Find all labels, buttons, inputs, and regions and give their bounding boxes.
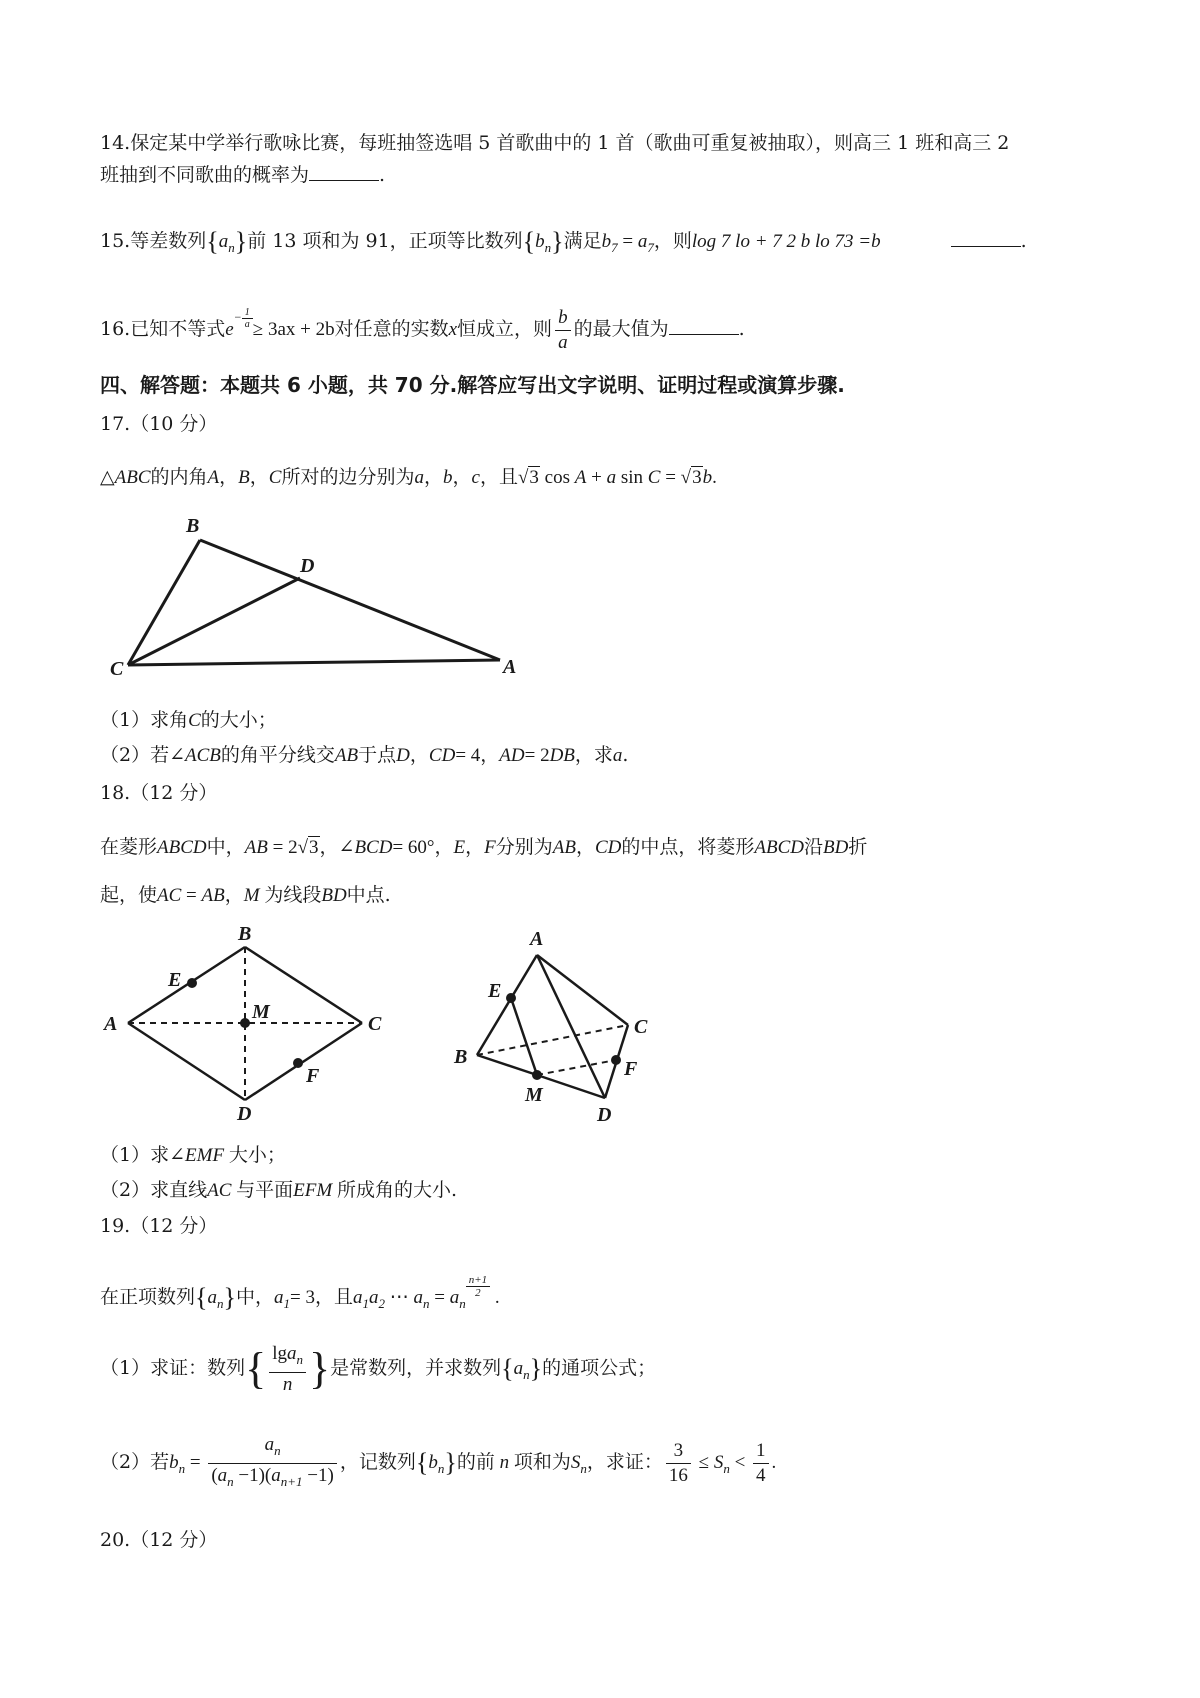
q20-number: 20.（12 分） <box>100 1529 218 1551</box>
vertex-label-a: A <box>104 1013 118 1035</box>
section4-heading: 四、解答题：本题共 6 小题，共 70 分.解答应写出文字说明、证明过程或演算步骤. <box>100 373 845 397</box>
q19-part1: （1）求证：数列{ $\frac{\lg a_n}{n}$ }是常数列，并求数列$\{a_n\}$的通项公式； <box>100 1342 657 1395</box>
point-label-e: E <box>168 969 182 991</box>
vertex-label-d: D <box>300 555 315 577</box>
vertex-label-b: B <box>454 1046 468 1068</box>
q17-number: 17.（10 分） <box>100 413 218 435</box>
vertex-label-c: C <box>110 658 124 680</box>
q15-then: ，则 <box>653 230 692 252</box>
q14-end: . <box>379 164 386 186</box>
vertex-label-a: A <box>503 656 517 678</box>
q15-end: . <box>1020 230 1027 252</box>
q14-line2 <box>100 160 385 190</box>
vertex-label-c: C <box>634 1016 648 1038</box>
answer-blank <box>669 316 739 335</box>
q15-line: 15.等差数列$\{a_n\}$前 13 项和为 91，正项等比数列$\{b_n\}$满足$b_7 = a_7$，则log 7 lo + 7 2 b lo 73 =b . <box>100 227 1027 256</box>
q16-mid: 对任意的实数 <box>334 318 449 340</box>
q16-suffix: 的最大值为 <box>573 318 669 340</box>
q19-part2: （2）若$b_n$ = $\frac{a_n}{(a_n -1)(a_{n+1} -1)}$ ，记数列$\{b_n\}$的前 n 项和为$S_n$，求证： $\frac{3}{16}$ ≤ $S_n$ < $\frac{1}{4}$ . <box>100 1433 777 1489</box>
q18-part2: （2）求直线AC 与平面EFM 所成角的大小. <box>100 1179 457 1201</box>
point-label-f: F <box>624 1058 638 1080</box>
q16-prefix: 16.已知不等式 <box>100 318 226 340</box>
q17-part2: （2）若∠ACB的角平分线交AB于点D，CD= 4，AD= 2DB，求a. <box>100 744 629 766</box>
q16-mid2: 恒成立，则 <box>457 318 553 340</box>
vertex-label-b: B <box>238 923 252 945</box>
point-label-m: M <box>525 1084 543 1106</box>
vertex-label-d: D <box>237 1103 252 1125</box>
answer-blank <box>309 162 379 181</box>
vertex-label-a: A <box>530 928 544 950</box>
q19-number: 19.（12 分） <box>100 1215 218 1237</box>
vertex-label-d: D <box>597 1104 612 1125</box>
q17-part1: （1）求角C的大小； <box>100 709 277 731</box>
q16-end: . <box>738 318 745 340</box>
point-label-m: M <box>252 1001 270 1023</box>
q15-mid2: 满足 <box>563 230 602 252</box>
q17-s1: 的内角 <box>150 466 208 488</box>
point-label-f: F <box>306 1065 320 1087</box>
q18-statement-line2: 起，使AC = AB，M 为线段BD中点. <box>100 884 391 906</box>
q15-garbled-expr: log 7 lo + 7 2 b lo 73 =b <box>691 231 881 252</box>
q14-text: 班抽到不同歌曲的概率为 <box>100 164 310 186</box>
tetrahedron-figure <box>450 925 670 1125</box>
q18-part1: （1）求∠EMF 大小； <box>100 1144 286 1166</box>
q16-line: 16.已知不等式$e^{- \frac{1}{a}}$ ≥ 3ax + 2b对任意的实数x恒成立，则 $\frac{b}{a}$ 的最大值为 . <box>100 306 745 353</box>
q16-inequality: ≥ 3ax + 2b <box>252 319 335 340</box>
q15-mid1: 前 13 项和为 91，正项等比数列 <box>247 230 523 252</box>
answer-blank <box>951 228 1021 247</box>
q19-statement: 在正项数列$\{a_n\}$中，$a_1= 3$，且$a_1a_2$ ⋯ $a_n = a_n$ $^{\frac{n+1}{2}}$ . <box>100 1273 500 1312</box>
q17-s3: ，且 <box>479 466 518 488</box>
triangle-figure <box>110 510 530 680</box>
vertex-label-b: B <box>186 515 200 537</box>
q14-line1: 14.保定某中学举行歌咏比赛，每班抽签选唱 5 首歌曲中的 1 首（歌曲可重复被抽取），则高三 1 班和高三 2 <box>100 132 1010 154</box>
rhombus-figure <box>100 920 400 1125</box>
vertex-label-c: C <box>368 1013 382 1035</box>
point-label-e: E <box>488 980 502 1002</box>
q18-number: 18.（12 分） <box>100 782 218 804</box>
q17-s2: 所对的边分别为 <box>281 466 415 488</box>
q17-statement: △ABC的内角A，B，C所对的边分别为a，b，c，且√3 cos A + a sin C = √3b. <box>100 466 717 488</box>
q15-prefix: 15.等差数列 <box>100 230 207 252</box>
q18-statement-line1: 在菱形ABCD中，AB = 2√3，∠BCD= 60°，E，F分别为AB，CD的中点，将菱形ABCD沿BD折 <box>100 836 868 858</box>
